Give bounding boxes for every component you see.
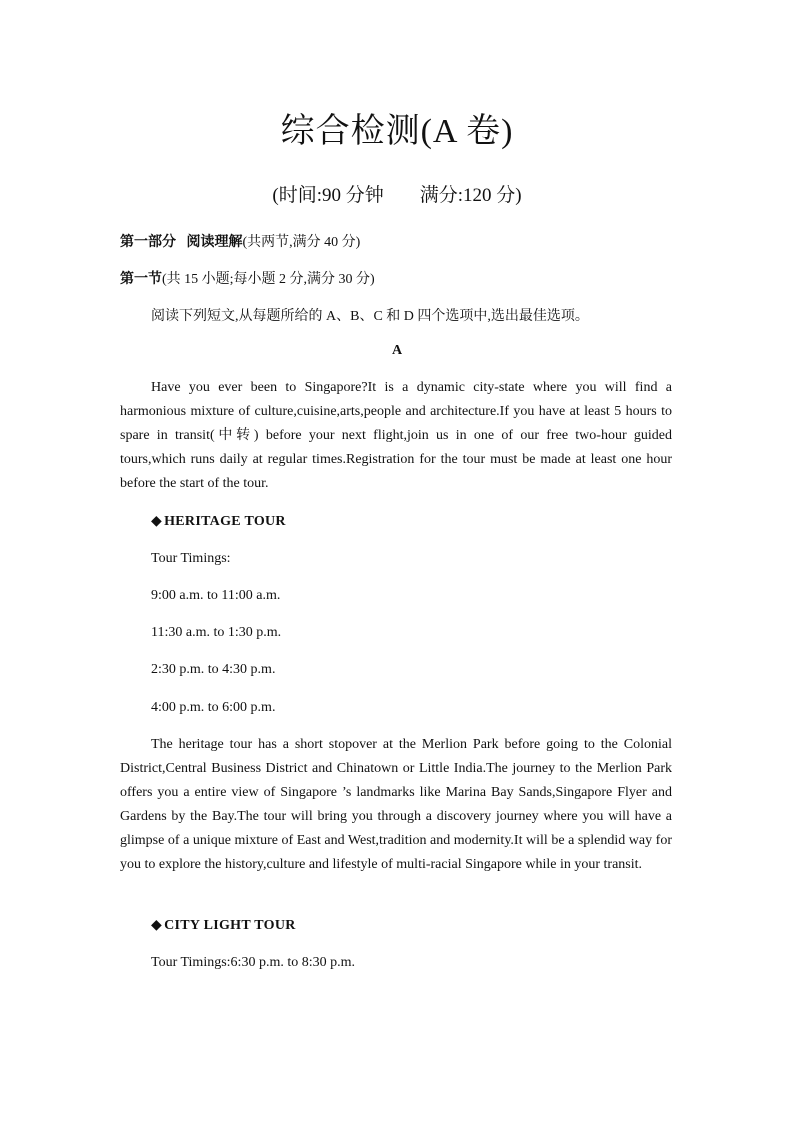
instruction: 阅读下列短文,从每题所给的 A、B、C 和 D 四个选项中,选出最佳选项。	[151, 309, 589, 324]
section1-label: 第一节	[120, 272, 162, 287]
page-title: 综合检测(A 卷)	[280, 113, 514, 150]
heritage-timings-label: Tour Timings:	[151, 551, 231, 566]
passage-letter: A	[391, 343, 403, 358]
full-score: 满分:120 分)	[419, 185, 522, 206]
heritage-heading-text: HERITAGE TOUR	[164, 514, 286, 529]
part1-name: 阅读理解	[186, 235, 243, 250]
heritage-time-4: 4:00 p.m. to 6:00 p.m.	[151, 700, 276, 715]
part1-label: 第一部分	[120, 235, 176, 250]
city-light-timings: Tour Timings:6:30 p.m. to 8:30 p.m.	[151, 955, 355, 970]
section1-heading	[120, 268, 375, 288]
black-diamond-icon: ◆	[151, 918, 163, 933]
intro-paragraph: Have you ever been to Singapore?It is a dynamic city-state where you will find a harmonious mixture of culture,cuisine,arts,people and architecture.If you have at least 5 hours to spare in transit(中转) before your next flight,join us in one of our free two-hour guided tours,which runs daily at regular times.Registration for the tour must be made at least one hour before the start of the tour.	[120, 380, 672, 491]
heritage-time-1: 9:00 a.m. to 11:00 a.m.	[151, 588, 281, 603]
heritage-time-3: 2:30 p.m. to 4:30 p.m.	[151, 662, 276, 677]
heritage-description: The heritage tour has a short stopover at the Merlion Park before going to the Colonial District,Central Business District and Chinatown or Little India.The journey to the Merlion Park offers you a entire view of Singapore ’s landmarks like Marina Bay Sands,Singapore Flyer and Gardens by the Bay.The tour will bring you through a discovery journey where you will have a glimpse of a unique mixture of East and West,tradition and modernity.It will be a splendid way for you to explore the history,culture and lifestyle of multi-racial Singapore while in your transit.	[120, 737, 672, 872]
city-light-heading	[151, 917, 296, 934]
part1-heading	[120, 231, 360, 251]
city-light-heading-text: CITY LIGHT TOUR	[164, 918, 296, 933]
black-diamond-icon: ◆	[151, 514, 163, 529]
section1-note: (共 15 小题;每小题 2 分,满分 30 分)	[162, 272, 375, 287]
exam-info	[0, 180, 794, 207]
part1-note: (共两节,满分 40 分)	[242, 235, 361, 250]
heritage-heading	[151, 513, 286, 530]
heritage-time-2: 11:30 a.m. to 1:30 p.m.	[151, 625, 282, 640]
time-limit: (时间:90 分钟	[272, 185, 384, 206]
